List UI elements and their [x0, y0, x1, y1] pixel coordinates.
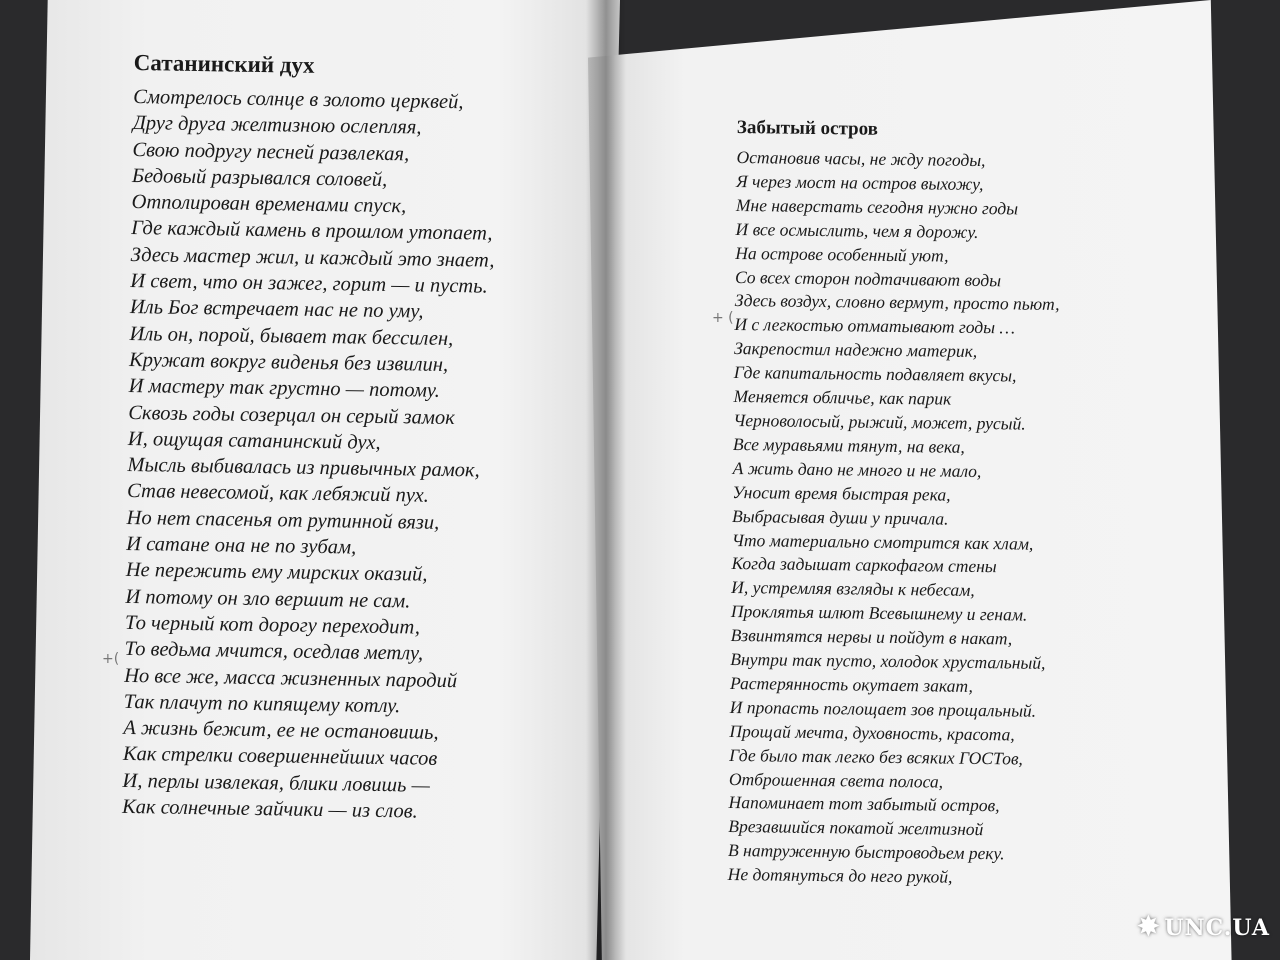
poem-line: На острове особенный уют,	[735, 242, 949, 266]
poem-line: Выбрасывая души у причала.	[732, 505, 949, 529]
poem-line: Став невесомой, как лебяжий пух.	[126, 480, 430, 508]
poem-title: Сатанинский дух	[133, 50, 315, 78]
poem-line: Здесь мастер жил, и каждый это знает,	[130, 243, 495, 272]
poem-line: Как стрелки совершеннейших часов	[122, 743, 438, 771]
poem-line: То ведьма мчится, оседлав метлу,	[124, 638, 424, 665]
poem-line: И все осмыслить, чем я дорожу.	[735, 218, 979, 242]
poem-line: А жить дано не много и не мало,	[732, 457, 982, 481]
poem-line: Что материально смотрится как хлам,	[731, 529, 1034, 554]
poem-line: Но нет спасенья от рутинной вязи,	[126, 506, 440, 534]
poem-line: Прощай мечта, духовность, красота,	[729, 720, 1015, 745]
poem-line: Все муравьями тянут, на века,	[732, 433, 965, 457]
poem-line: Черноволосый, рыжий, может, русый.	[733, 409, 1026, 434]
poem-line: То черный кот дорогу переходит,	[124, 611, 421, 639]
poem-line: Не дотянуться до него рукой,	[727, 864, 953, 887]
poem-line: И пропасть поглощает зов прощальный.	[729, 696, 1037, 721]
poem-line: Я через мост на остров выхожу,	[736, 170, 984, 194]
poem-line: Проклятья шлют Всевышнему и генам.	[730, 601, 1028, 625]
poem-line: Смотрелось солнце в золото церквей,	[133, 85, 464, 114]
poem-line: И мастеру так грустно — потому.	[128, 375, 441, 403]
poem-satanic-spirit	[122, 50, 498, 826]
poem-line: Друг друга желтизною ослепляя,	[132, 112, 422, 139]
poem-line: И потому он зло вершит не сам.	[125, 585, 411, 613]
poem-line: Растерянность окутает закат,	[729, 672, 974, 696]
poem-line: Но все же, масса жизненных пародий	[124, 664, 458, 692]
poem-line: Иль Бог встречает нас не по уму,	[129, 296, 424, 323]
poem-line: Иль он, порой, бывает так бессилен,	[129, 322, 454, 350]
poem-line: И, ощущая сатанинский дух,	[127, 427, 381, 454]
poem-line: Отброшенная света полоса,	[728, 768, 944, 792]
poem-forgotten-island	[728, 117, 1062, 891]
poem-line: Кружат вокруг виденья без извилин,	[128, 348, 449, 376]
poem-line: Меняется обличье, как парик	[733, 386, 952, 409]
pencil-mark: + (	[712, 310, 734, 326]
poem-lines	[728, 146, 1062, 891]
poem-line: И, устремляя взгляды к небесам,	[731, 577, 975, 601]
poem-line: И с легкостью отматывают годы …	[734, 314, 1016, 338]
poem-line: Отполирован временами спуск,	[131, 191, 407, 218]
poem-line: Уносит время быстрая река,	[732, 481, 951, 505]
poem-line: Закрепостил надежно материк,	[734, 338, 978, 362]
poem-line: Где каждый камень в прошлом утопает,	[131, 217, 493, 246]
poem-title: Забытый остров	[736, 117, 879, 140]
poem-line: И сатане она не по зубам,	[126, 532, 357, 559]
poem-line: Взвинтятся нервы и пойдут в накат,	[730, 625, 1013, 649]
poem-line: И свет, что он зажег, горит — и пусть.	[130, 270, 488, 298]
poem-line: Где капитальность подавляет вкусы,	[733, 362, 1017, 386]
poem-line: И, перлы извлекая, блики ловишь —	[122, 769, 430, 797]
poem-line: Напоминает тот забытый остров,	[728, 792, 1000, 816]
poem-line: Со всех сторон подтачивают воды	[734, 266, 1002, 290]
poem-line: Мне наверстать сегодня нужно годы	[735, 194, 1019, 219]
poem-line: Когда задышат саркофагом стены	[731, 553, 997, 577]
poem-line: Внутри так пусто, холодок хрустальный,	[730, 648, 1046, 673]
poem-line: Остановив часы, не жду погоды,	[736, 146, 986, 171]
poem-lines	[122, 84, 497, 826]
poem-line: Здесь воздух, словно вермут, просто пьют,	[734, 290, 1060, 315]
watermark-logo: ✸ UNC.UA	[1137, 912, 1270, 942]
poem-line: А жизнь бежит, ее не остановишь,	[123, 717, 439, 744]
poem-line: Свою подругу песней развлекая,	[132, 138, 410, 165]
pencil-mark: +(	[102, 651, 120, 667]
poem-line: Как солнечные зайчики — из слов.	[121, 795, 418, 823]
poem-line: В натруженную быстроводьем реку.	[727, 840, 1005, 864]
poem-line: Так плачут по кипящему котлу.	[123, 690, 401, 718]
poem-line: Сквозь годы созерцал он серый замок	[128, 401, 456, 429]
star-icon: ✸	[1137, 912, 1161, 942]
book-gutter	[586, 0, 626, 960]
poem-line: Врезавшийся покатой желтизной	[728, 816, 984, 840]
poem-line: Бедовый разрывался соловей,	[131, 164, 388, 191]
poem-line: Где было так легко без всяких ГОСТов,	[729, 744, 1023, 769]
poem-line: Мысль выбивалась из привычных рамок,	[127, 454, 480, 482]
poem-line: Не пережить ему мирских оказий,	[125, 559, 428, 587]
